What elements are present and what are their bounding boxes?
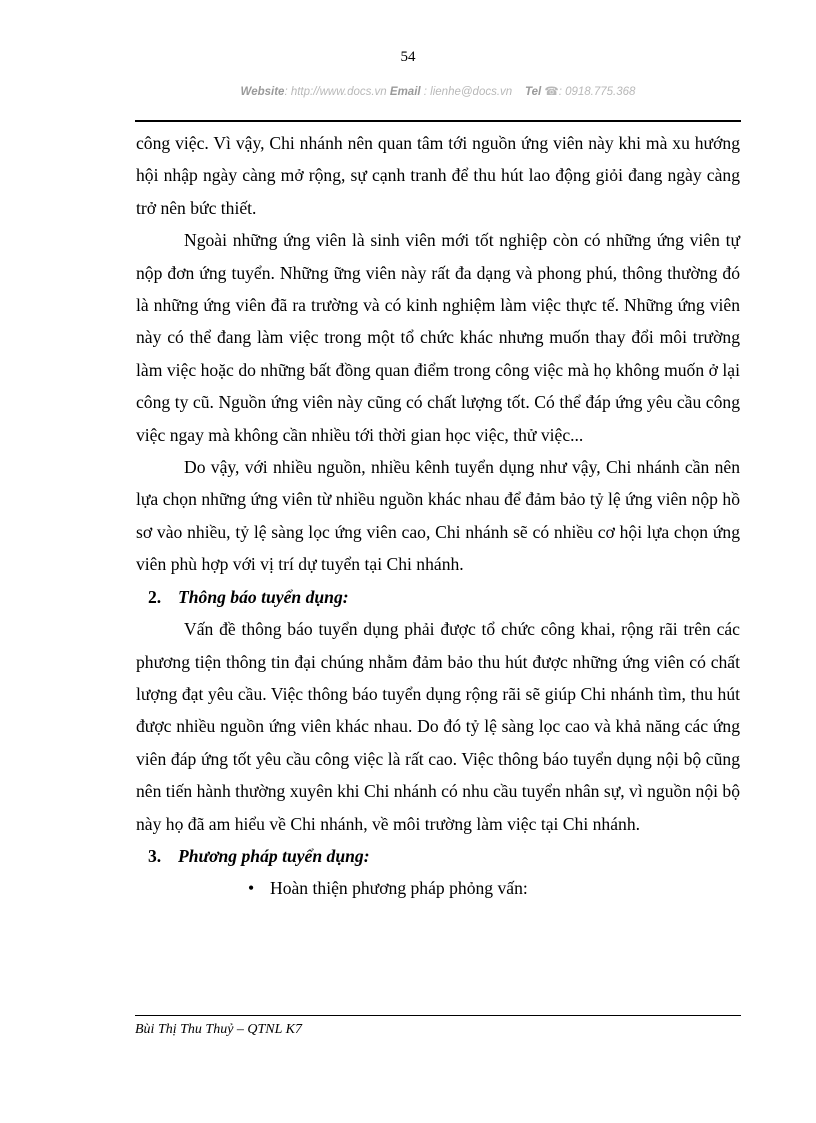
section-number-3: 3. (148, 845, 162, 866)
paragraph-3: Do vậy, với nhiều nguồn, nhiều kênh tuyển dụng như vậy, Chi nhánh cần nên lựa chọn những ứng viên từ nhiều nguồn khác nhau để đảm bảo tỷ lệ ứng viên nộp hồ sơ vào nhiều, tỷ lệ sàng lọc ứng viên cao, Chi nhánh sẽ có nhiều cơ hội lựa chọn ứng viên phù hợp với vị trí dự tuyển tại Chi nhánh. (136, 457, 740, 575)
page-footer: Bùi Thị Thu Thuỷ – QTNL K7 (135, 1022, 303, 1037)
bullet-item-text: Hoàn thiện phương pháp phỏng vấn: (270, 878, 528, 899)
paragraph-4: Vấn đề thông báo tuyển dụng phải được tổ chức công khai, rộng rãi trên các phương tiện thông tin đại chúng nhằm đảm bảo thu hút được những ứng viên có chất lượng đạt yêu cầu. Việc thông báo tuyển dụng rộng rãi sẽ giúp Chi nhánh tìm, thu hút được nhiều nguồn ứng viên khác nhau. Do đó tỷ lệ sàng lọc cao và khả năng các ứng viên đáp ứng tốt yêu cầu công việc là rất cao. Việc thông báo tuyển dụng nội bộ cũng nên tiến hành thường xuyên khi Chi nhánh có nhu cầu tuyển nhân sự, vì nguồn nội bộ này họ đã am hiểu về Chi nhánh, về môi trường làm việc tại Chi nhánh. (136, 619, 740, 834)
email-label: Email (389, 86, 421, 98)
tel-text: : 0918.775.368 (558, 86, 636, 98)
website-text: : http://www.docs.vn (284, 86, 387, 98)
section-title-2: Thông báo tuyển dụng: (178, 586, 349, 607)
header-divider (135, 120, 741, 122)
page-header (135, 84, 741, 98)
email-text: : lienhe@docs.vn (420, 86, 513, 98)
page-number: 54 (400, 49, 416, 65)
footer-divider (135, 1015, 741, 1016)
section-heading-3 (136, 840, 740, 872)
section-heading-2 (136, 581, 740, 613)
bullet-icon: • (248, 878, 255, 899)
tel-label: Tel (524, 86, 542, 98)
bullet-item-1 (136, 872, 740, 904)
paragraph-2: Ngoài những ứng viên là sinh viên mới tốt nghiệp còn có những ứng viên tự nộp đơn ứng tuyển. Những ững viên này rất đa dạng và phong phú, thông thường đó là những ứng viên đã ra trường và có kinh nghiệm làm việc thực tế. Những ứng viên này có thể đang làm việc trong một tổ chức khác nhưng muốn thay đổi môi trường làm việc hoặc do những bất đồng quan điểm trong công việc mà họ không muốn ở lại công ty cũ. Nguồn ứng viên này cũng có chất lượng tốt. Có thể đáp ứng yêu cầu công việc ngay mà không cần nhiều tới thời gian học việc, thử việc... (136, 230, 740, 445)
telephone-icon: ☎ (544, 86, 559, 98)
section-number-2: 2. (148, 586, 162, 607)
paragraph-1: công việc. Vì vậy, Chi nhánh nên quan tâm tới nguồn ứng viên này khi mà xu hướng hội nhập ngày càng mở rộng, sự cạnh tranh để thu hút lao động giỏi đang ngày càng trở nên bức thiết. (136, 133, 740, 218)
section-title-3: Phương pháp tuyển dụng: (178, 845, 370, 866)
page-body (136, 127, 740, 905)
website-label: Website (240, 86, 285, 98)
